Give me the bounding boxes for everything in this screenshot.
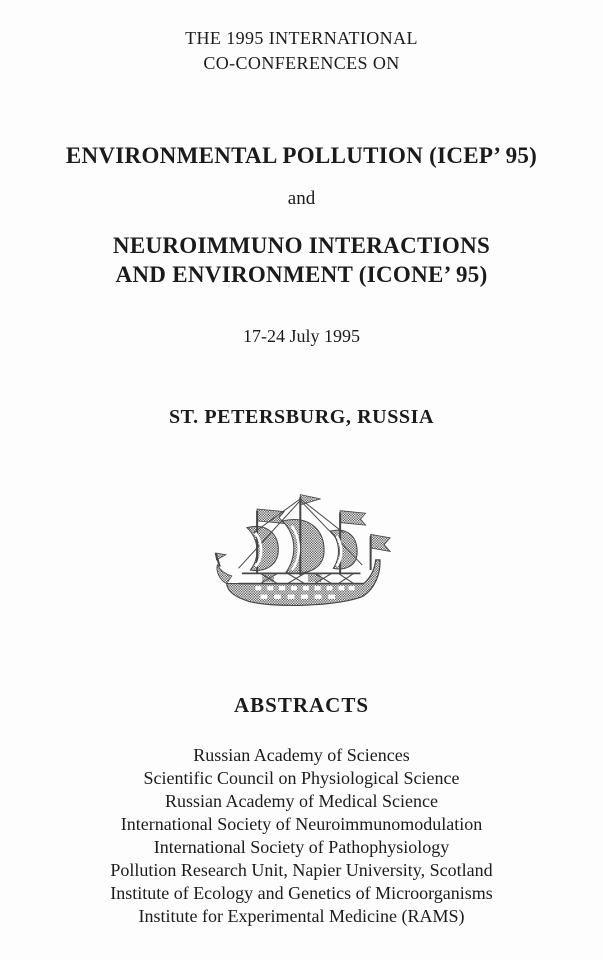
conference-title-icone bbox=[0, 231, 603, 289]
abstracts-heading: ABSTRACTS bbox=[233, 693, 370, 717]
organizer-item: Russian Academy of Medical Science bbox=[165, 791, 438, 811]
conference-header-line2: CO-CONFERENCES ON bbox=[203, 53, 400, 73]
organizer-item: Pollution Research Unit, Napier University, Scotland bbox=[110, 860, 493, 880]
conference-title-icone-line1: NEUROIMMUNO INTERACTIONS bbox=[112, 233, 491, 258]
conference-title-icone-line2: AND ENVIRONMENT (ICONE’ 95) bbox=[115, 262, 488, 287]
organizer-item: International Society of Pathophysiology bbox=[153, 837, 450, 857]
sailing-ship-icon bbox=[213, 487, 391, 631]
conference-header-line1: THE 1995 INTERNATIONAL bbox=[185, 28, 418, 48]
conference-title-icep: ENVIRONMENTAL POLLUTION (ICEP’ 95) bbox=[65, 143, 538, 168]
conference-dates: 17-24 July 1995 bbox=[243, 326, 360, 346]
organizer-item: International Society of Neuroimmunomodulation bbox=[120, 814, 483, 834]
organizer-item: Institute for Experimental Medicine (RAMS) bbox=[138, 906, 465, 926]
ship-illustration bbox=[0, 487, 603, 633]
conference-header bbox=[0, 0, 603, 76]
organizer-item: Russian Academy of Sciences bbox=[193, 745, 410, 765]
organizer-item: Institute of Ecology and Genetics of Microorganisms bbox=[110, 883, 493, 903]
conference-location: ST. PETERSBURG, RUSSIA bbox=[168, 406, 435, 428]
organizers-list bbox=[0, 744, 603, 928]
conjunction-text: and bbox=[287, 188, 316, 209]
organizer-item: Scientific Council on Physiological Science bbox=[143, 768, 460, 788]
